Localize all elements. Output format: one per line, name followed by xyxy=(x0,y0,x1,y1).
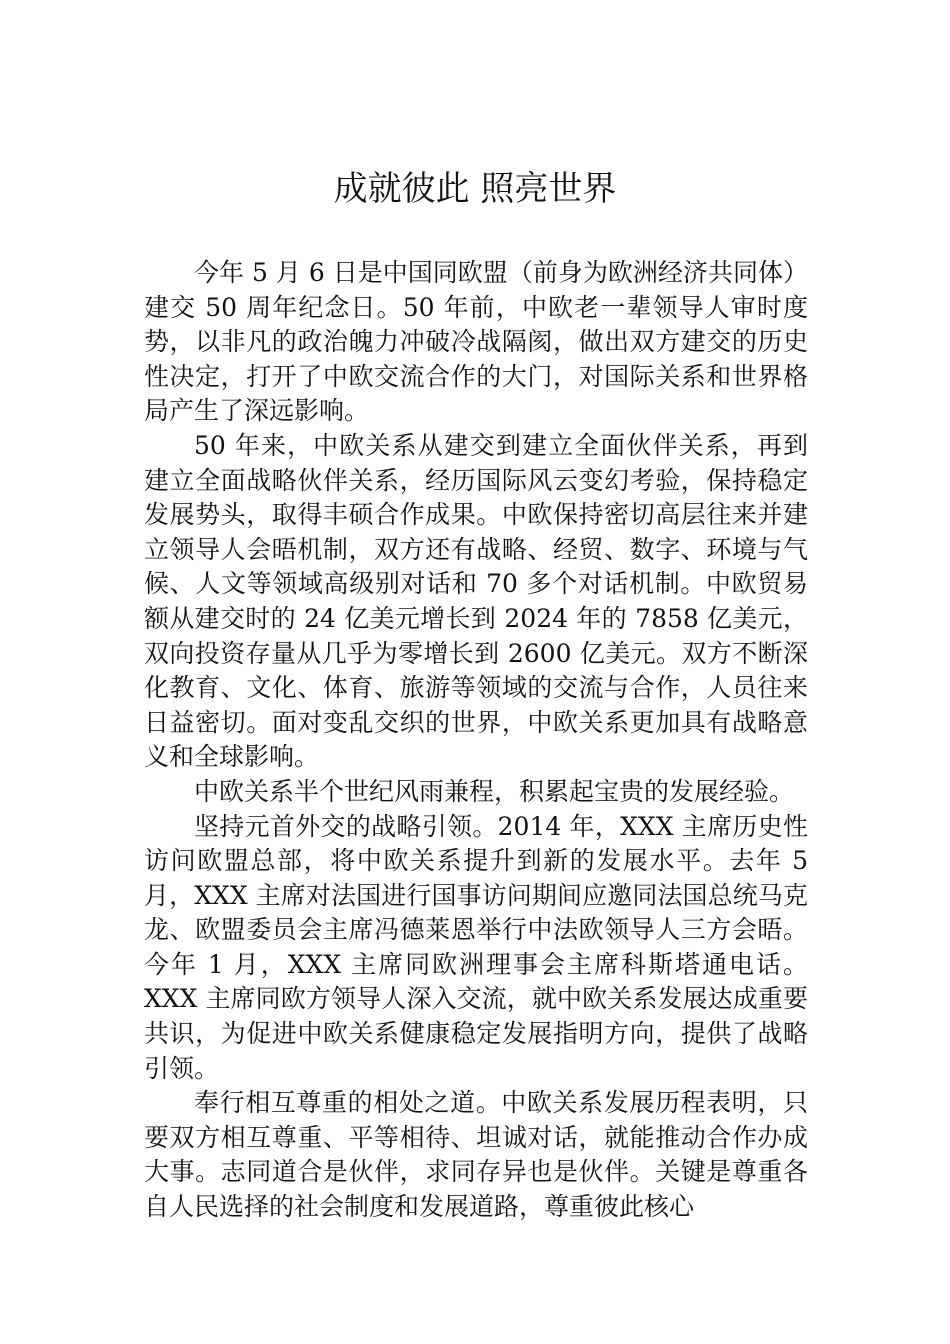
document-title: 成就彼此 照亮世界 xyxy=(333,169,617,209)
paragraph-anniversary: 今年 5 月 6 日是中国同欧盟（前身为欧洲经济共同体）建交 50 周年纪念日。50 年前，中欧老一辈领导人审时度势，以非凡的政治魄力冲破冷战隔阂，做出双方建交的历史性决定，打开了中欧交流合作的大门，对国际关系和世界格局产生了深远影响。 xyxy=(144,258,808,426)
document-body xyxy=(144,256,808,1225)
paragraph-mutual-respect: 奉行相互尊重的相处之道。中欧关系发展历程表明，只要双方相互尊重、平等相待、坦诚对话，就能推动合作办成大事。志同道合是伙伴，求同存异也是伙伴。关键是尊重各自人民选择的社会制度和发展道路，尊重彼此核心 xyxy=(144,1088,808,1222)
paragraph-experience: 中欧关系半个世纪风雨兼程，积累起宝贵的发展经验。 xyxy=(194,776,795,806)
paragraph-head-of-state-diplomacy: 坚持元首外交的战略引领。2014 年，XXX 主席历史性访问欧盟总部，将中欧关系提升到新的发展水平。去年 5 月，XXX 主席对法国进行国事访问期间应邀同法国总统马克龙、欧盟委员会主席冯德莱恩举行中法欧领导人三方会晤。今年 1 月，XXX 主席同欧洲理事会主席科斯塔通电话。XXX 主席同欧方领导人深入交流，就中欧关系发展达成重要共识，为促进中欧关系健康稳定发展指明方向，提供了战略引领。 xyxy=(144,811,808,1083)
paragraph-fifty-years: 50 年来，中欧关系从建交到建立全面伙伴关系，再到建立全面战略伙伴关系，经历国际风云变幻考验，保持稳定发展势头，取得丰硕合作成果。中欧保持密切高层往来并建立领导人会晤机制，双方还有战略、经贸、数字、环境与气候、人文等领域高级别对话和 70 多个对话机制。中欧贸易额从建交时的 24 亿美元增长到 2024 年的 7858 亿美元，双向投资存量从几乎为零增长到 2600 亿美元。双方不断深化教育、文化、体育、旅游等领域的交流与合作，人员往来日益密切。面对变乱交织的世界，中欧关系更加具有战略意义和全球影响。 xyxy=(144,430,808,772)
